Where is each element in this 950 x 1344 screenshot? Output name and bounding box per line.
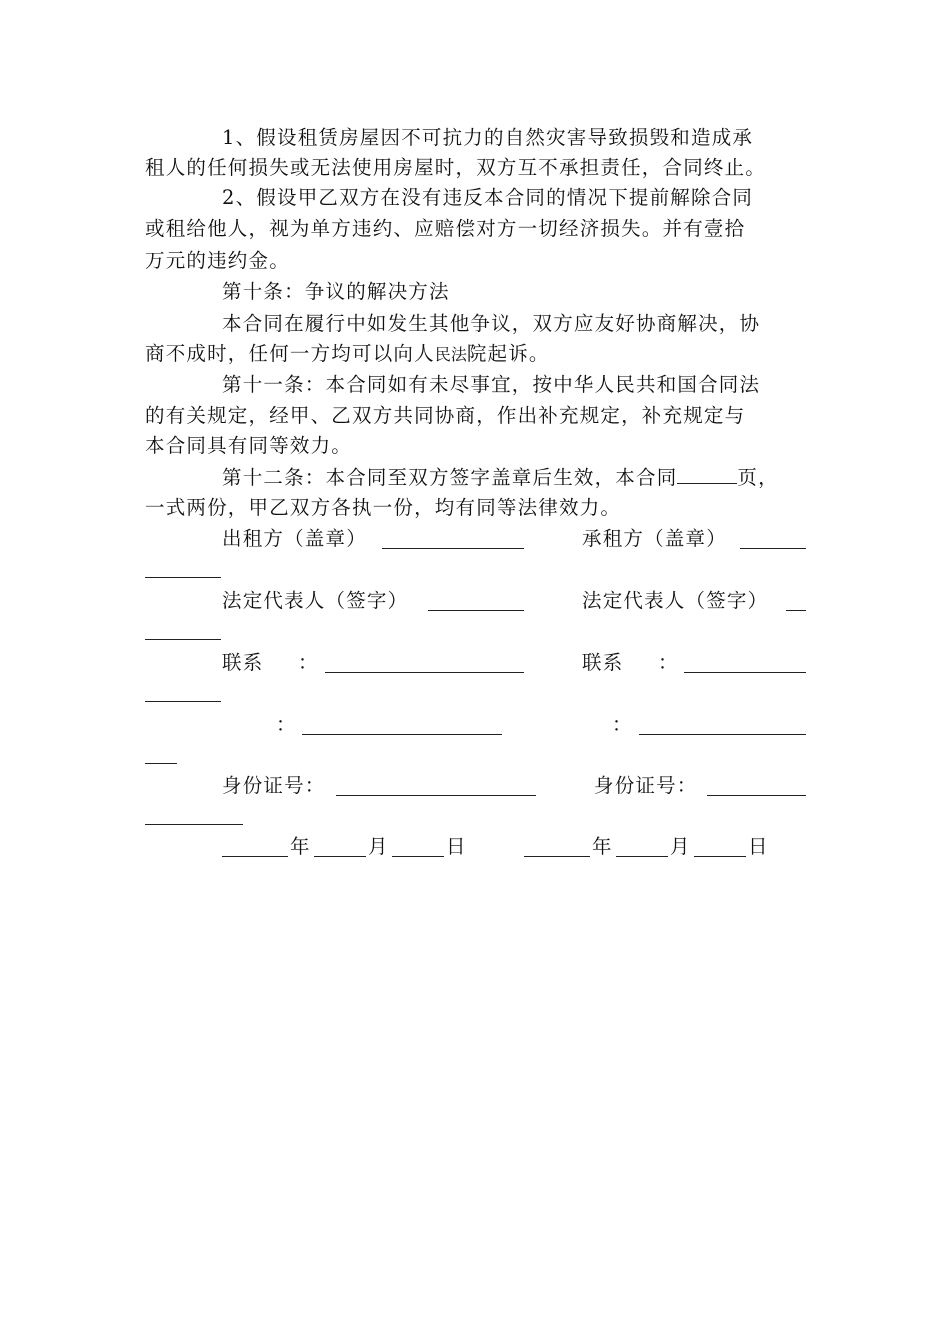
lessee-seal-line <box>740 548 806 549</box>
lessee-month-label: 月 <box>670 835 691 858</box>
article-10-line-2b: 民法 <box>434 345 467 364</box>
page-count-blank <box>677 465 737 484</box>
clause-1-line-1: 1、假设租赁房屋因不可抗力的自然灾害导致损毁和造成承 <box>222 126 754 149</box>
lessee-id-line <box>707 795 806 796</box>
lessee-field-line <box>639 734 806 735</box>
article-11-line-2: 的有关规定，经甲、乙双方共同协商，作出补充规定，补充规定与 <box>145 404 746 427</box>
article-11-line-1: 第十一条：本合同如有未尽事宜，按中华人民共和国合同法 <box>222 373 761 396</box>
lessee-field-line-cont <box>145 763 177 764</box>
lessor-day-line <box>392 856 444 857</box>
article-10-line-2c: 院起诉。 <box>466 342 550 365</box>
lessor-month-label: 月 <box>368 835 389 858</box>
lessor-id-label: 身份证号： <box>222 774 326 797</box>
lessee-contact-colon: ： <box>658 651 679 674</box>
lessee-contact-line-cont <box>145 701 221 702</box>
clause-2-line-1: 2、假设甲乙双方在没有违反本合同的情况下提前解除合同 <box>222 186 754 209</box>
lessee-contact-line <box>684 672 806 673</box>
lessor-rep-label: 法定代表人（签字） <box>222 589 409 612</box>
clause-2-line-2: 或租给他人，视为单方违约、应赔偿对方一切经济损失。并有壹拾 <box>145 217 746 240</box>
article-12-line-1 <box>222 465 817 491</box>
lessee-field-colon: ： <box>612 713 633 736</box>
lessor-rep-line <box>428 610 524 611</box>
lessor-id-line <box>336 795 536 796</box>
clause-2-line-3: 万元的违约金。 <box>145 249 290 272</box>
lessee-id-label: 身份证号： <box>594 774 698 797</box>
article-10-title: 第十条：争议的解决方法 <box>222 280 450 303</box>
lessee-seal-label: 承租方（盖章） <box>582 527 727 550</box>
lessee-rep-line-cont <box>145 639 221 640</box>
lessee-seal-line-cont <box>145 577 221 578</box>
lessor-year-line <box>222 856 288 857</box>
article-10-line-2a: 商不成时，任何一方均可以向人 <box>145 342 435 365</box>
article-12-line-1b: 页， <box>737 466 779 489</box>
lessee-month-line <box>616 856 668 857</box>
lessee-rep-label: 法定代表人（签字） <box>582 589 769 612</box>
article-10-line-1: 本合同在履行中如发生其他争议，双方应友好协商解决，协 <box>222 312 761 335</box>
article-12-line-2: 一式两份，甲乙双方各执一份，均有同等法律效力。 <box>145 496 622 519</box>
lessor-year-label: 年 <box>290 835 311 858</box>
lessee-year-line <box>524 856 590 857</box>
lessor-field-colon: ： <box>276 713 297 736</box>
lessor-day-label: 日 <box>446 835 467 858</box>
lessee-id-line-cont <box>145 824 243 825</box>
lessee-rep-line <box>786 610 806 611</box>
lessee-year-label: 年 <box>592 835 613 858</box>
clause-1-line-2: 租人的任何损失或无法使用房屋时，双方互不承担责任，合同终止。 <box>145 156 767 179</box>
article-11-line-3: 本合同具有同等效力。 <box>145 434 353 457</box>
lessor-contact-colon: ： <box>298 651 319 674</box>
lessor-contact-line <box>325 672 524 673</box>
lessee-day-line <box>694 856 746 857</box>
lessee-day-label: 日 <box>748 835 769 858</box>
lessor-month-line <box>314 856 366 857</box>
lessor-field-line <box>302 734 502 735</box>
lessor-seal-line <box>382 548 524 549</box>
lessor-seal-label: 出租方（盖章） <box>222 527 367 550</box>
lessor-contact-label: 联系 <box>222 651 264 674</box>
lessee-contact-label: 联系 <box>582 651 624 674</box>
article-10-line-2 <box>145 341 815 368</box>
article-12-line-1a: 第十二条：本合同至双方签字盖章后生效，本合同 <box>222 466 678 489</box>
